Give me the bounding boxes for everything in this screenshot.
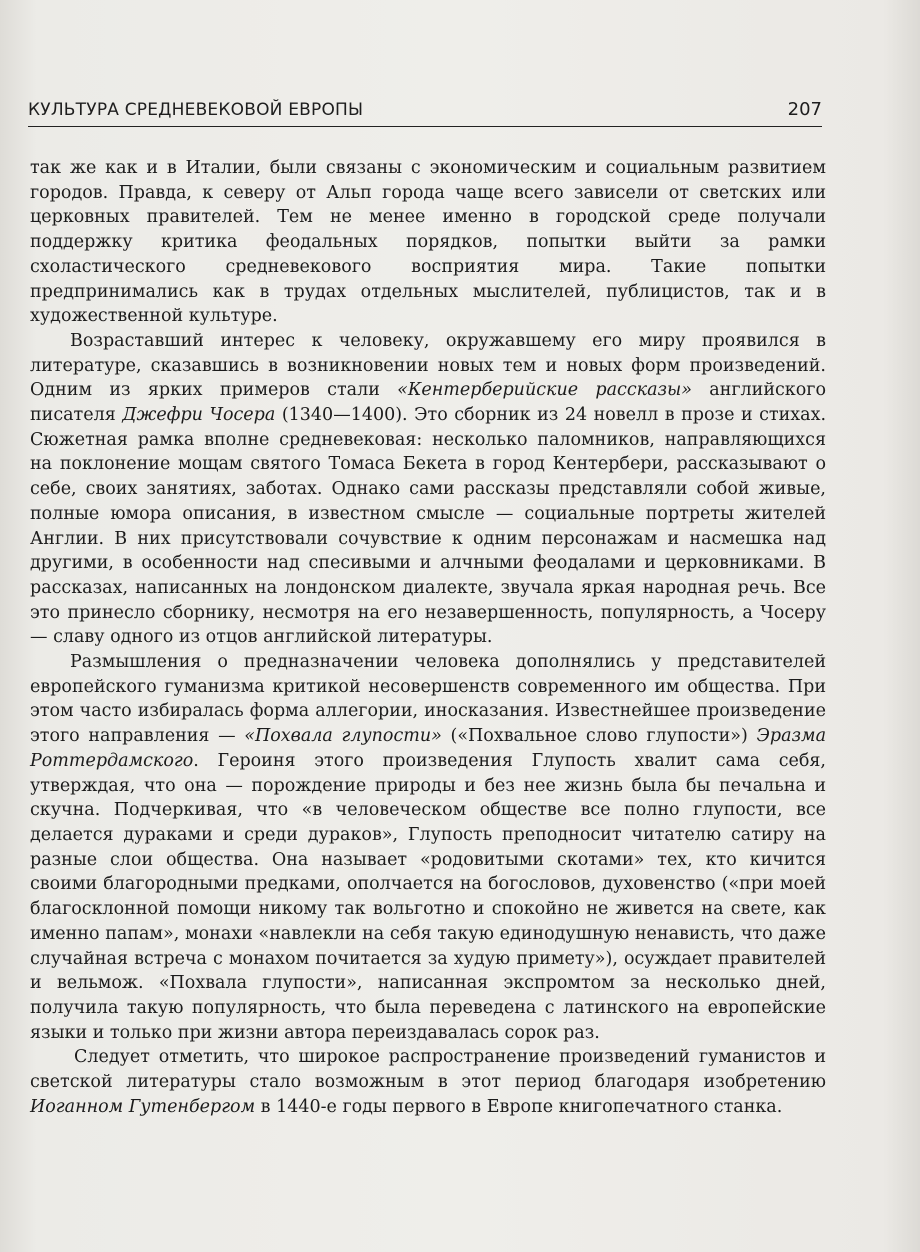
paragraph-text: . Героиня этого произведения Глупость хвалит сама себя, утверждая, что она — порождение природы и без нее жизнь была бы печальна и скучна. Подчеркивая, что «в человеческом обществе все полно глупости, все делается дураками и среди дураков», Глупость преподносит читателю сатиру на разные слои общества. Она называет «родовитыми скотами» тех, кто кичится своими благородными предками, ополчается на богословов, духовенство («при моей благосклонной помощи никому так вольготно и спокойно не живется на свете, как именно папам», монахи «навлекли на себя такую единодушную ненависть, что даже случайная встреча с монахом почитается за худую примету»), осуждает правителей и вельмож. «Похвала глупости», написанная экспромтом за несколько дней, получила такую популярность, что была переведена с латинского на европейские языки и только при жизни автора переиздавалась сорок раз. — [30, 750, 826, 1043]
paragraph-2 — [30, 329, 826, 650]
paragraph-text: Размышления о предназначении человека дополнялись у представителей европейского гуманизма критикой несовершенств современного им общества. При этом часто избиралась форма аллегории, иносказания. Известнейшее произведение этого направления — — [30, 652, 826, 747]
italic-author-name: Джефри Чосера — [122, 405, 276, 426]
paragraph-1 — [30, 156, 826, 329]
paragraph-text: английского писателя — [30, 380, 826, 426]
body-text — [30, 156, 826, 1119]
paragraph-text: так же как и в Италии, были связаны с экономическим и социальным развитием городов. Правда, к северу от Альп города чаще всего зависели от светских или церковных правителей. Тем не менее именно в городской среде получали поддержку критика феодальных порядков, попытки выйти за рамки схоластического средневекового восприятия мира. Такие попытки предпринимались как в трудах отдельных мыслителей, публицистов, так и в художественной культуре. — [30, 158, 826, 327]
page-number: 207 — [787, 99, 822, 120]
italic-author-name: Эразма Роттердамского — [30, 726, 826, 771]
paragraph-4 — [30, 1045, 826, 1119]
paragraph-text: (1340—1400). Это сборник из 24 новелл в прозе и стихах. Сюжетная рамка вполне средневековая: несколько паломников, направляющихся на поклонение мощам святого Томаса Бекета в город Кентербери, рассказывают о себе, своих занятиях, заботах. Однако сами рассказы представляли собой живые, полные юмора описания, в известном смысле — социальные портреты жителей Англии. В них присутствовали сочувствие к одним персонажам и насмешка над другими, в особенности над спесивыми и алчными феодалами и церковниками. В рассказах, написанных на лондонском диалекте, звучала яркая народная речь. Все это принесло сборнику, несмотря на его незавершенность, популярность, а Чосеру — славу одного из отцов английской литературы. — [30, 405, 827, 648]
paragraph-text: в 1440-е годы первого в Европе книгопечатного станка. — [255, 1096, 783, 1117]
page-header — [28, 90, 822, 127]
paragraph-3 — [30, 650, 826, 1045]
paragraph-text: Возраставший интерес к человеку, окружавшему его миру проявился в литературе, сказавшись в возникновении новых тем и новых форм произведений. Одним из ярких примеров стали — [30, 330, 826, 401]
running-title: КУЛЬТУРА СРЕДНЕВЕКОВОЙ ЕВРОПЫ — [28, 100, 364, 120]
italic-author-name: Иоганном Гутенбергом — [30, 1096, 256, 1117]
paragraph-text: Следует отметить, что широкое распространение произведений гуманистов и светской литературы стало возможным в этот период благодаря изобретению — [30, 1047, 826, 1093]
italic-title: «Кентерберийские рассказы» — [397, 380, 693, 401]
italic-title: «Похвала глупости» — [244, 726, 442, 747]
paragraph-text: («Похвальное слово глупости») — [441, 726, 757, 747]
